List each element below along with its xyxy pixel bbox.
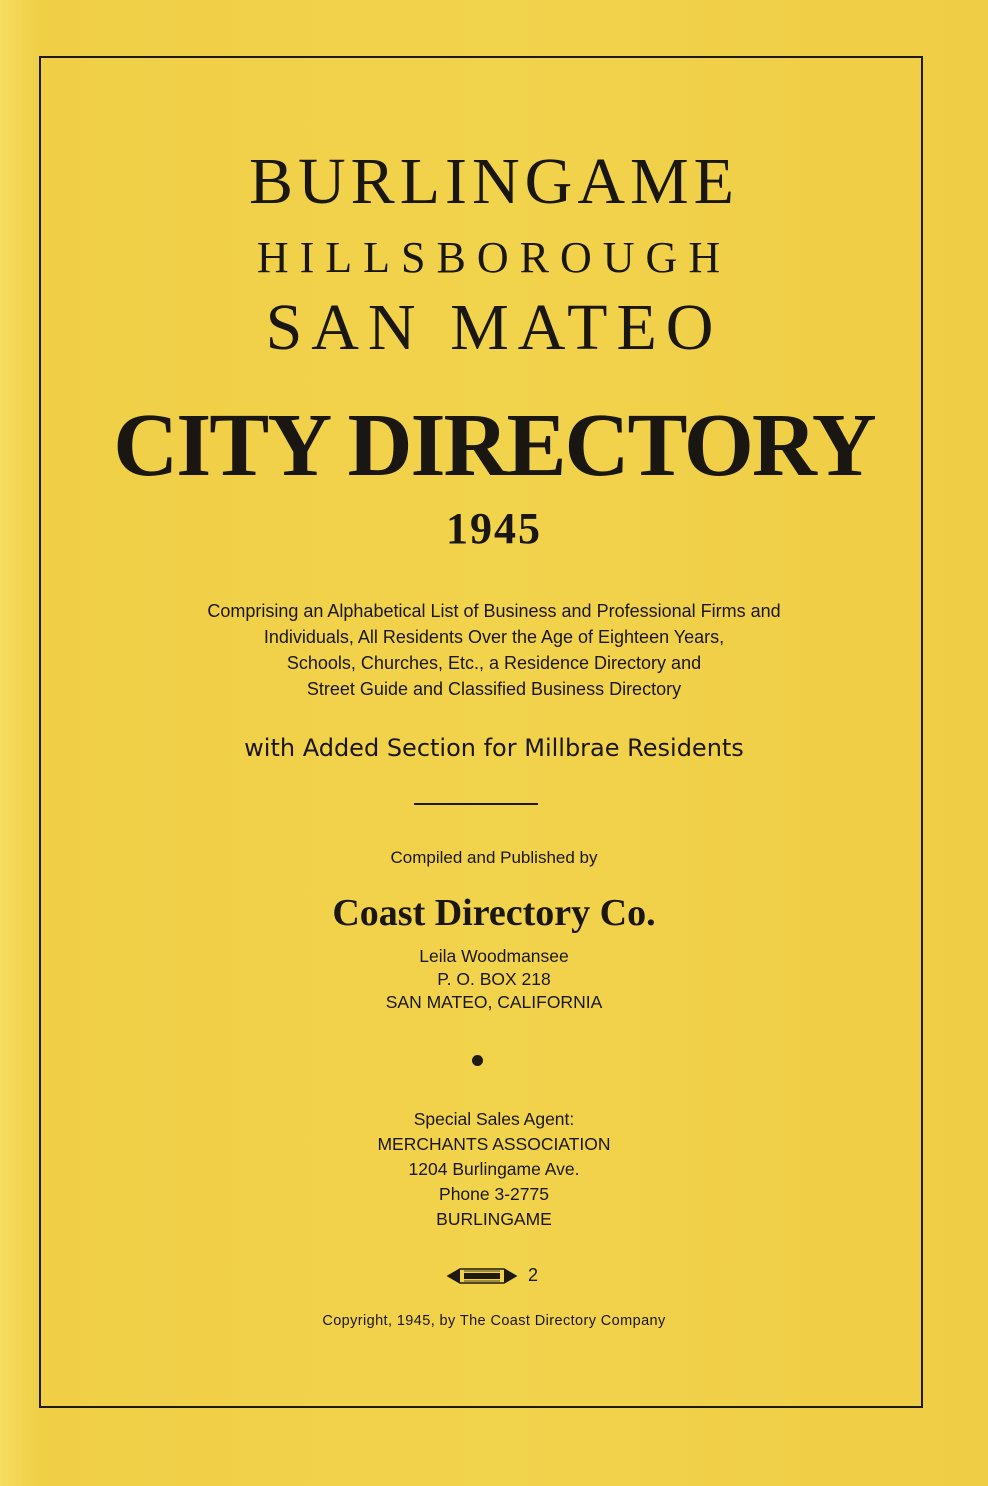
description-line: Comprising an Alphabetical List of Business and Professional Firms and xyxy=(207,601,781,621)
publisher-po-box: P. O. BOX 218 xyxy=(437,969,551,989)
description-line: Street Guide and Classified Business Directory xyxy=(306,679,682,699)
union-label-icon xyxy=(446,1267,518,1285)
sales-agent-city: BURLINGAME xyxy=(436,1209,552,1229)
bullet-icon xyxy=(472,1055,483,1066)
page-number: 2 xyxy=(528,1265,539,1285)
sales-agent xyxy=(0,1107,988,1232)
sales-agent-phone: Phone 3-2775 xyxy=(439,1184,549,1204)
sales-agent-address: 1204 Burlingame Ave. xyxy=(408,1159,580,1179)
publisher-name: Coast Directory Co. xyxy=(332,892,656,934)
publisher-city: SAN MATEO, CALIFORNIA xyxy=(385,992,603,1012)
title-burlingame: BURLINGAME xyxy=(249,145,739,218)
description-line: Schools, Churches, Etc., a Residence Directory and xyxy=(286,653,702,673)
divider-rule xyxy=(414,803,538,805)
title-city-directory: CITY DIRECTORY xyxy=(113,396,875,495)
description-line: Individuals, All Residents Over the Age of Eighteen Years, xyxy=(263,627,725,647)
description xyxy=(0,598,988,702)
title-san-mateo: SAN MATEO xyxy=(265,291,723,364)
sales-agent-label: Special Sales Agent: xyxy=(413,1109,575,1129)
compiled-by: Compiled and Published by xyxy=(390,848,598,867)
title-year: 1945 xyxy=(446,504,542,553)
sales-agent-name: MERCHANTS ASSOCIATION xyxy=(377,1134,611,1154)
publisher-address xyxy=(0,945,988,1014)
title-hillsborough: HILLSBOROUGH xyxy=(256,233,732,282)
added-section-note: with Added Section for Millbrae Residents xyxy=(244,734,744,762)
publisher-contact: Leila Woodmansee xyxy=(419,946,569,966)
copyright-notice: Copyright, 1945, by The Coast Directory Company xyxy=(322,1313,666,1329)
